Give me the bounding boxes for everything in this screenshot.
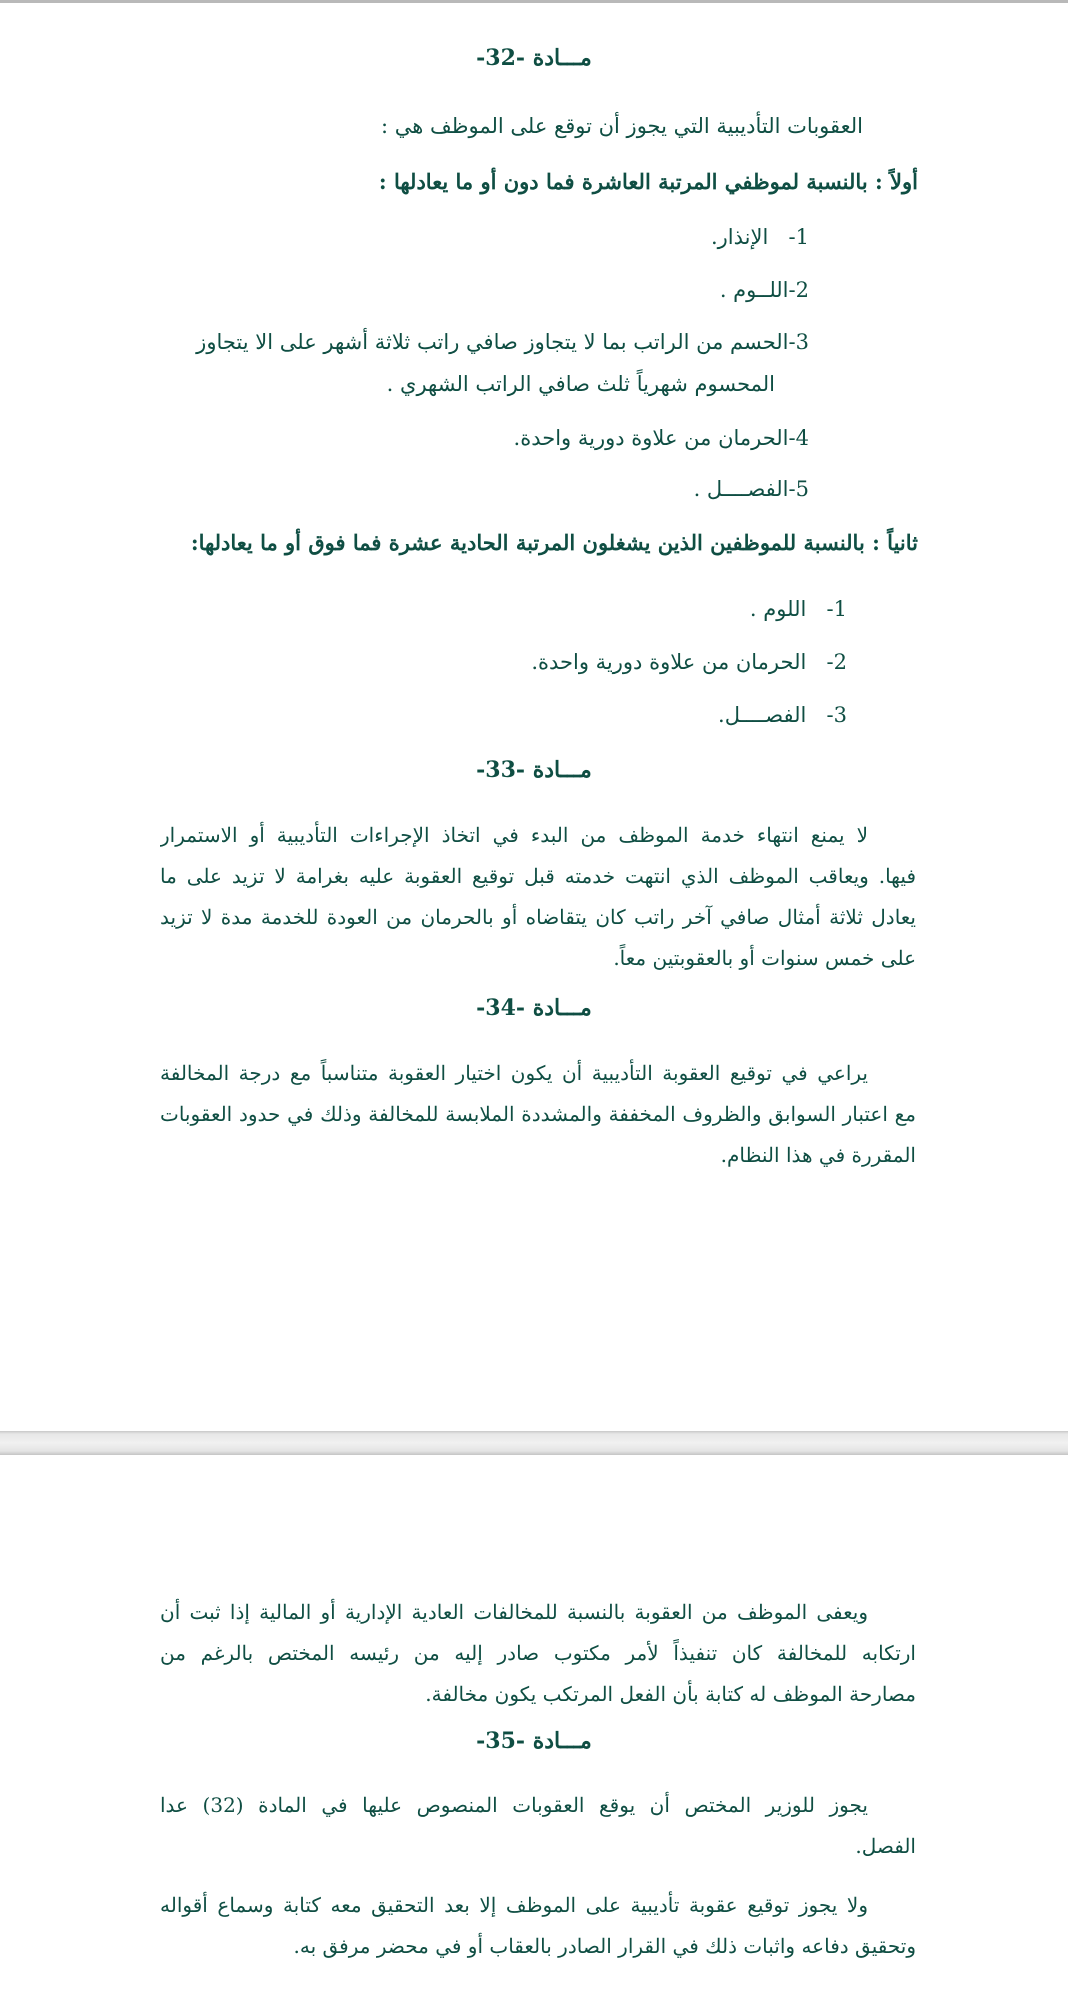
paragraph-line: وتحقيق دفاعه واثبات ذلك في القرار الصادر بالعقاب أو في محضر مرفق به. [293,1934,916,1958]
item-text: المحسوم شهرياً ثلث صافي الراتب الشهري . [386,372,775,396]
paragraph-line: ارتكابه للمخالفة كان تنفيذاً لأمر مكتوب صادر إليه من رئيسه المختص بالرغم من [160,1641,916,1665]
item-text: الحسم من الراتب بما لا يتجاوز صافي راتب ثلاثة أشهر على الا يتجاوز [196,330,789,354]
list-item [718,702,847,728]
item-text: اللوم . [749,597,807,621]
paragraph-line: مع اعتبار السوابق والظروف المخففة والمشددة الملابسة للمخالفة وذلك في حدود العقوبات [160,1102,916,1126]
item-text: الإنذار. [710,225,769,249]
paragraph-line: الفصل. [855,1834,916,1858]
item-text: الحرمان من علاوة دورية واحدة. [513,426,789,450]
list-item [514,425,809,451]
paragraph-line: ولا يجوز توقيع عقوبة تأديبية على الموظف إلا بعد التحقيق معه كتابة وسماع أقواله [160,1893,868,1917]
article-35-heading: مـــادة -35- [476,1728,592,1754]
article-32-intro: العقوبات التأديبية التي يجوز أن توقع على الموظف هي : [381,114,863,138]
document-page-2 [0,1455,1068,1991]
paragraph-line: لا يمنع انتهاء خدمة الموظف من البدء في اتخاذ الإجراءات التأديبية أو الاستمرار [160,823,868,847]
article-35-paragraph-1 [160,1785,916,1867]
article-34-paragraph [160,1053,916,1176]
item-text: الفصــــل . [693,477,789,501]
item-text: الحرمان من علاوة دورية واحدة. [531,650,807,674]
list-item [720,277,809,303]
item-number: 3- [826,703,847,727]
paragraph-line: على خمس سنوات أو بالعقوبتين معاً. [613,946,916,970]
list-item [196,329,809,355]
item-text: الفصــــل. [718,703,807,727]
exemption-paragraph [160,1592,916,1715]
document-page-1 [0,3,1068,1431]
page-separator [0,1431,1068,1455]
item-number: 5- [788,477,809,501]
article-34-heading: مـــادة -34- [476,995,592,1021]
article-32-first-title: أولاً : بالنسبة لموظفي المرتبة العاشرة فما دون أو ما يعادلها : [378,169,918,194]
article-33-paragraph [160,815,916,979]
item-text: اللــوم . [719,278,789,302]
list-item [531,649,847,675]
paragraph-line: يعادل ثلاثة أمثال صافي آخر راتب كان يتقاضاه أو بالحرمان من العودة للخدمة مدة لا تزيد [160,905,916,929]
paragraph-line: يجوز للوزير المختص أن يوقع العقوبات المنصوص عليها في المادة (32) عدا [160,1793,868,1817]
paragraph-line: مصارحة الموظف له كتابة بأن الفعل المرتكب يكون مخالفة. [425,1682,916,1706]
item-number: 1- [788,225,809,249]
paragraph-line: ويعفى الموظف من العقوبة بالنسبة للمخالفات العادية الإدارية أو المالية إذا ثبت أن [160,1600,868,1624]
item-number: 2- [788,278,809,302]
paragraph-line: فيها. ويعاقب الموظف الذي انتهت خدمته قبل توقيع العقوبة عليه بغرامة لا تزيد على ما [160,864,916,888]
paragraph-line: المقررة في هذا النظام. [720,1143,916,1167]
item-number: 2- [826,650,847,674]
list-item-continuation [387,371,775,397]
list-item [711,224,809,250]
article-32-heading: مـــادة -32- [476,45,592,71]
article-33-heading: مـــادة -33- [476,757,592,783]
list-item [750,596,847,622]
item-number: 4- [788,426,809,450]
item-number: 3- [788,330,809,354]
article-35-paragraph-2 [160,1885,916,1967]
article-32-second-title: ثانياً : بالنسبة للموظفين الذين يشغلون المرتبة الحادية عشرة فما فوق أو ما يعادلها: [190,530,918,555]
paragraph-line: يراعي في توقيع العقوبة التأديبية أن يكون اختيار العقوبة متناسباً مع درجة المخالفة [160,1061,868,1085]
item-number: 1- [826,597,847,621]
list-item [694,476,809,502]
